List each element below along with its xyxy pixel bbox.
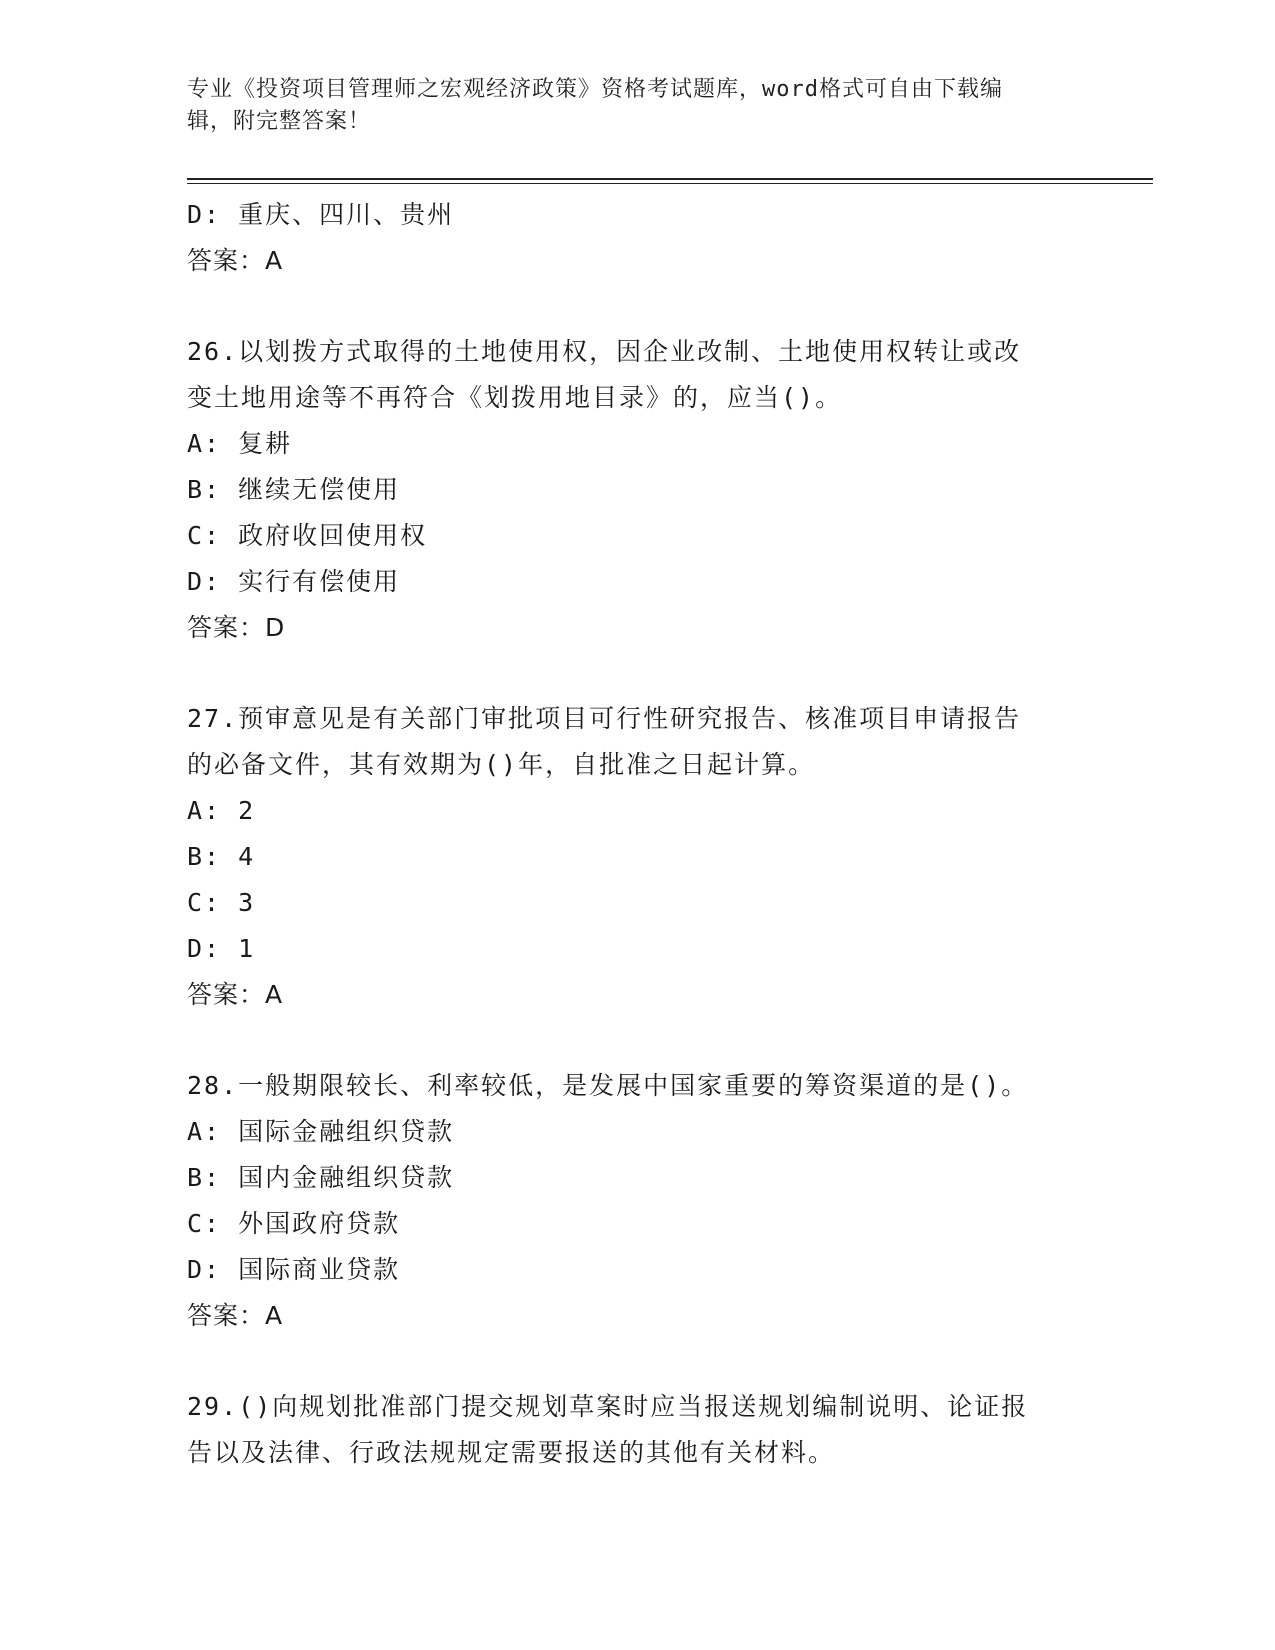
question-text-line-1: 27.预审意见是有关部门审批项目可行性研究报告、核准项目申请报告 xyxy=(187,704,1022,733)
question-text-line-2: 告以及法律、行政法规规定需要报送的其他有关材料。 xyxy=(187,1438,836,1467)
answer: 答案：A xyxy=(187,246,284,275)
answer: 答案：A xyxy=(187,980,284,1009)
header-line-2: 辑，附完整答案！ xyxy=(187,109,372,134)
question-26 xyxy=(187,329,1087,651)
page-header xyxy=(187,74,1067,138)
answer: 答案：D xyxy=(187,613,286,642)
option-d: D: 1 xyxy=(187,934,256,963)
option-a: A: 复耕 xyxy=(187,429,293,458)
option-d: D: 实行有偿使用 xyxy=(187,567,401,596)
question-25-tail xyxy=(187,192,1087,284)
question-text-line-1: 28.一般期限较长、利率较低，是发展中国家重要的筹资渠道的是()。 xyxy=(187,1071,1029,1100)
question-text-line-2: 变土地用途等不再符合《划拨用地目录》的，应当()。 xyxy=(187,383,843,412)
question-text-line-1: 26.以划拨方式取得的土地使用权，因企业改制、土地使用权转让或改 xyxy=(187,337,1022,366)
option-d: D: 重庆、四川、贵州 xyxy=(187,200,455,229)
question-text-line-2: 的必备文件，其有效期为()年，自批准之日起计算。 xyxy=(187,750,816,779)
header-rule-thin xyxy=(187,183,1153,184)
option-b: B: 国内金融组织贷款 xyxy=(187,1163,455,1192)
option-b: B: 继续无偿使用 xyxy=(187,475,401,504)
question-27 xyxy=(187,696,1087,1018)
document-body xyxy=(187,192,1087,1476)
option-a: A: 国际金融组织贷款 xyxy=(187,1117,455,1146)
header-line-1: 专业《投资项目管理师之宏观经济政策》资格考试题库，word格式可自由下载编 xyxy=(187,77,1003,102)
answer: 答案：A xyxy=(187,1301,284,1330)
question-text-line-1: 29.()向规划批准部门提交规划草案时应当报送规划编制说明、论证报 xyxy=(187,1392,1029,1421)
option-a: A: 2 xyxy=(187,796,256,825)
question-28 xyxy=(187,1063,1087,1339)
option-c: C: 3 xyxy=(187,888,256,917)
option-c: C: 政府收回使用权 xyxy=(187,521,428,550)
header-rule-thick xyxy=(187,178,1153,180)
question-29 xyxy=(187,1384,1087,1476)
option-b: B: 4 xyxy=(187,842,256,871)
option-c: C: 外国政府贷款 xyxy=(187,1209,401,1238)
option-d: D: 国际商业贷款 xyxy=(187,1255,401,1284)
